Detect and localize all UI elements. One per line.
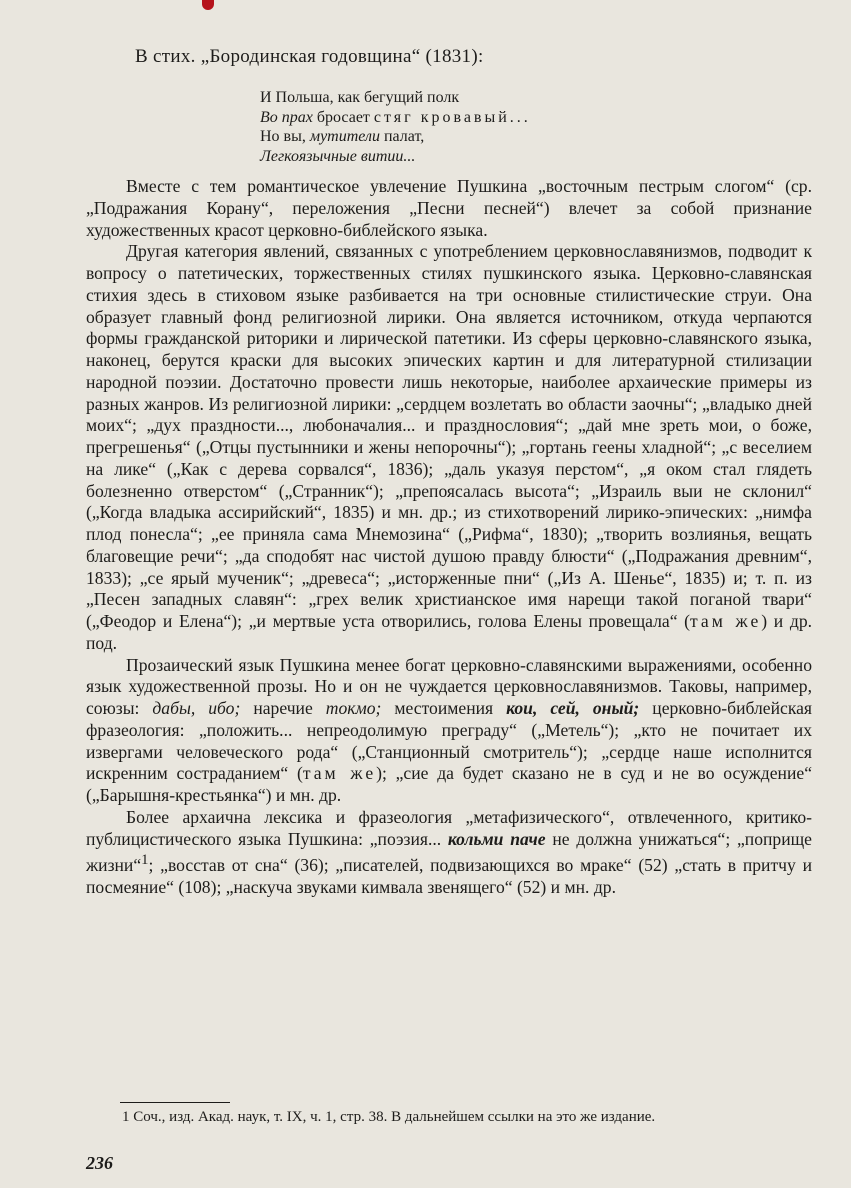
poem-text: Но вы, [260, 128, 310, 145]
red-marker [202, 0, 214, 10]
poem-italic: Легкоязычные витии... [260, 147, 416, 165]
paragraph-2-end: ) и др. под. [86, 611, 813, 653]
p3-italic: кои, сей, оный; [506, 698, 640, 718]
poem-line [260, 108, 531, 128]
p3-text: ); „сие да будет сказано не в суд и не во осуждение“ („Барышня-крестьянка“) и мн. др. [86, 763, 813, 805]
spaced-ref: там же [302, 763, 377, 784]
p4-text: ; „восстав от сна“ (36); „писателей, подвизающихся во мраке“ (52) „стать в притчу и посмеяние“ (108); „наскуча звуками кимвала звенящего“ (52) и мн. др. [86, 855, 812, 897]
poem-italic: Во прах [260, 108, 313, 126]
p3-italic: дабы, ибо; [152, 698, 241, 718]
p3-italic: токмо; [325, 698, 382, 718]
body-text [86, 176, 812, 899]
footnote [86, 1108, 812, 1126]
poem-italic: мутители [309, 128, 380, 145]
intro-line: В стих. „Бородинская годовщина“ (1831): [135, 46, 484, 67]
footnote-number: 1 [122, 1109, 130, 1125]
poem-text: палат, [379, 128, 425, 145]
p3-text: Прозаический язык Пушкина менее богат церковно-славянскими выражениями, особенно язык художественной прозы. Но и он не чуждается церковнославянизмов. Таковы, например, союзы: [86, 654, 812, 718]
poem-line [260, 88, 531, 108]
p4-text: Более архаична лексика и фразеология „метафизического“, отвлеченного, критико-публицистического языка Пушкина: „поэзия... [86, 806, 812, 849]
paragraph-2: Другая категория явлений, связанных с употреблением церковнославянизмов, подводит к вопросу о патетических, торжественных стилях пушкинского языка. Церковно-славянская стихия здесь в стиховом языке разбивается на три основные стилистические струи. Она образует главный фонд религиозной лирики. Она является источником, откуда черпаются формы гражданской риторики и лирической патетики. Из сферы церковно-славянского языка, наконец, берутся краски для высоких эпических картин и для литературной стилизации народной поэзии. Достаточно провести лишь некоторые, наиболее архаические примеры из разных жанров. Из религиозной лирики: „сердцем возлетать во области заочны“; „владыко дней моих“; „дух праздности..., любоначалия... и празднословия“; „дай мне зреть мои, о боже, прегрешенья“ („Отцы пустынники и жены непорочны“); „гортань геены хладной“; „с веселием на лике“ („Как с дерева сорвался“, 1836); „даль указуя перстом“, „я оком стал глядеть болезненно отверстом“ („Странник“); „препоясалась высота“; „Израиль выи не склонил“ („Когда владыка ассирийский“, 1835) и мн. др.; из стихотворений лирико-эпических: „нимфа плод понесла“; „ее приняла сама Мнемозина“ („Рифма“, 1830); „творить возлиянья, вещать благовещие речи“; „да сподобят нас чистой душою правду блюсти“ („Подражания древним“, 1833); „се ярый мученик“; „древеса“; „исторженные пни“ („Из А. Шенье“, 1835) и; т. п. из „Песен западных славян“: „грех велик христианское имя нарещи такой поганой твари“ („Феодор и Елена“); „и мертвые уста отворились, голова Елены провещала“ (там же) и др. под. [86, 241, 813, 653]
p3-text: местоимения [381, 698, 507, 718]
p4-italic: кольми паче [447, 828, 546, 849]
poem-text: бросает [312, 108, 374, 126]
p3-text: церковно-библейская фразеология: „положить... непреодолимую преграду“ („Метель“); „кто не почитает их извергами человеческого рода“ („Станционный смотритель“); „сердце наше исполнится искренним состраданием“ ( [86, 698, 813, 784]
poem-line [260, 147, 531, 167]
poem-line [260, 127, 531, 147]
footnote-ref: 1 [141, 852, 149, 869]
p3-text: наречие [240, 698, 326, 718]
page-number: 236 [86, 1153, 113, 1173]
poem-spaced: стяг кровавый... [373, 108, 531, 126]
spaced-ref: там же [690, 611, 762, 631]
paragraph-3 [86, 655, 812, 807]
poem-text: И Польша, как бегущий полк [260, 89, 460, 106]
footnote-text: Соч., изд. Акад. наук, т. IX, ч. 1, стр. 38. В дальнейшем ссылки на это же издание. [129, 1109, 656, 1125]
paragraph-4 [86, 807, 812, 899]
paragraph-1: Вместе с тем романтическое увлечение Пушкина „восточным пестрым слогом“ (ср. „Подражания Корану“, переложения „Песни песней“) влечет за собой признание художественных красот церковно-библейского языка. [86, 176, 812, 240]
p4-text: не должна унижаться“; „поприще жизни“ [86, 828, 812, 876]
footnote-rule [120, 1102, 230, 1103]
paragraph-2-text: Другая категория явлений, связанных с употреблением церковнославянизмов, подводит к вопросу о патетических, торжественных стилях пушкинского языка. Церковно-славянская стихия здесь в стиховом языке разбивается на три основные стилистические струи. Она образует главный фонд религиозной лирики. Она является источником, откуда черпаются формы гражданской риторики и лирической патетики. Из сферы церковно-славянского языка, наконец, берутся краски для высоких эпических картин и для литературной стилизации народной поэзии. Достаточно провести лишь некоторые, наиболее архаические примеры из разных жанров. Из религиозной лирики: „сердцем возлетать во области заочны“; „владыко дней моих“; „дух праздности..., любоначалия... и празднословия“; „дай мне зреть мои, о боже, прегрешенья“ („Отцы пустынники и жены непорочны“); „гортань геены хладной“; „с веселием на лике“ („Как с дерева сорвался“, 1836); „даль указуя перстом“, „я оком стал глядеть болезненно отверстом“ („Странник“); „препоясалась высота“; „Израиль выи не склонил“ („Когда владыка ассирийский“, 1835) и мн. др.; из стихотворений лирико-эпических: „нимфа плод понесла“; „ее приняла сама Мнемозина“ („Рифма“, 1830); „творить возлиянья, вещать благовещие речи“; „да сподобят нас чистой душою правду блюсти“ („Подражания древним“, 1833); „се ярый мученик“; „древеса“; „исторженные пни“ („Из А. Шенье“, 1835) и; т. п. из „Песен западных славян“: „грех велик христианское имя нарещи такой поганой твари“ („Феодор и Елена“); „и мертвые уста отворились, голова Елены провещала“ [86, 241, 812, 631]
poem-quote [260, 88, 531, 166]
